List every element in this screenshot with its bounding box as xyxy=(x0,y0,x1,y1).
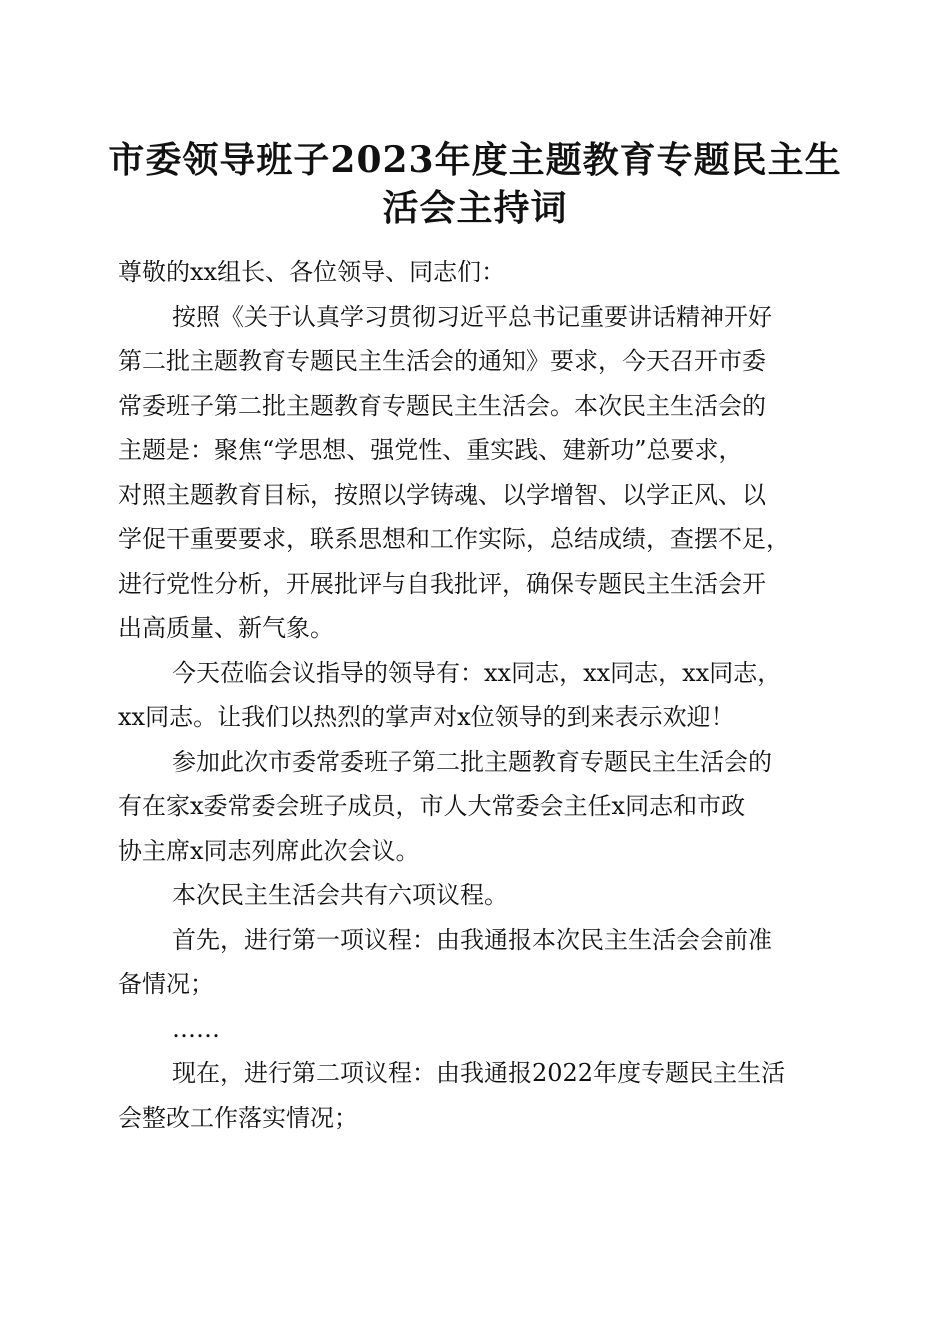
paragraph-1-line-7: 进行党性分析，开展批评与自我批评，确保专题民主生活会开 xyxy=(118,570,766,598)
paragraph-1-line-8: 出高质量、新气象。 xyxy=(118,614,334,642)
paragraph-1-line-4: 主题是：聚焦“学思想、强党性、重实践、建新功”总要求， xyxy=(118,436,743,464)
paragraph-1-line-5: 对照主题教育目标，按照以学铸魂、以学增智、以学正风、以 xyxy=(118,481,766,509)
paragraph-1-line-6: 学促干重要要求，联系思想和工作实际，总结成绩，查摆不足， xyxy=(118,525,790,553)
paragraph-1-line-2: 第二批主题教育专题民主生活会的通知》要求，今天召开市委 xyxy=(118,347,766,375)
paragraph-5-line-2: 备情况； xyxy=(118,970,214,998)
paragraph-3-line-2: 有在家x委常委会班子成员，市人大常委会主任x同志和市政 xyxy=(118,792,746,820)
paragraph-3-line-3: 协主席x同志列席此次会议。 xyxy=(118,837,420,865)
ellipsis-line: …… xyxy=(172,1015,220,1043)
salutation: 尊敬的xx组长、各位领导、同志们： xyxy=(118,258,506,286)
paragraph-1-line-1: 按照《关于认真学习贯彻习近平总书记重要讲话精神开好 xyxy=(172,303,772,331)
document-title-line-1: 市委领导班子2023年度主题教育专题民主生 xyxy=(108,139,842,181)
document-title-line-2: 活会主持词 xyxy=(382,187,568,229)
paragraph-2-line-2: xx同志。让我们以热烈的掌声对x位领导的到来表示欢迎！ xyxy=(118,703,735,731)
paragraph-4-line-1: 本次民主生活会共有六项议程。 xyxy=(172,881,508,909)
paragraph-1-line-3: 常委班子第二批主题教育专题民主生活会。本次民主生活会的 xyxy=(118,392,766,420)
document-body xyxy=(118,250,858,1150)
paragraph-6-line-1: 现在，进行第二项议程：由我通报2022年度专题民主生活 xyxy=(172,1059,786,1087)
paragraph-3-line-1: 参加此次市委常委班子第二批主题教育专题民主生活会的 xyxy=(172,748,772,776)
paragraph-2-line-1: 今天莅临会议指导的领导有：xx同志，xx同志，xx同志， xyxy=(172,659,782,687)
paragraph-5-line-1: 首先，进行第一项议程：由我通报本次民主生活会会前准 xyxy=(172,926,772,954)
paragraph-6-line-2: 会整改工作落实情况； xyxy=(118,1104,358,1132)
